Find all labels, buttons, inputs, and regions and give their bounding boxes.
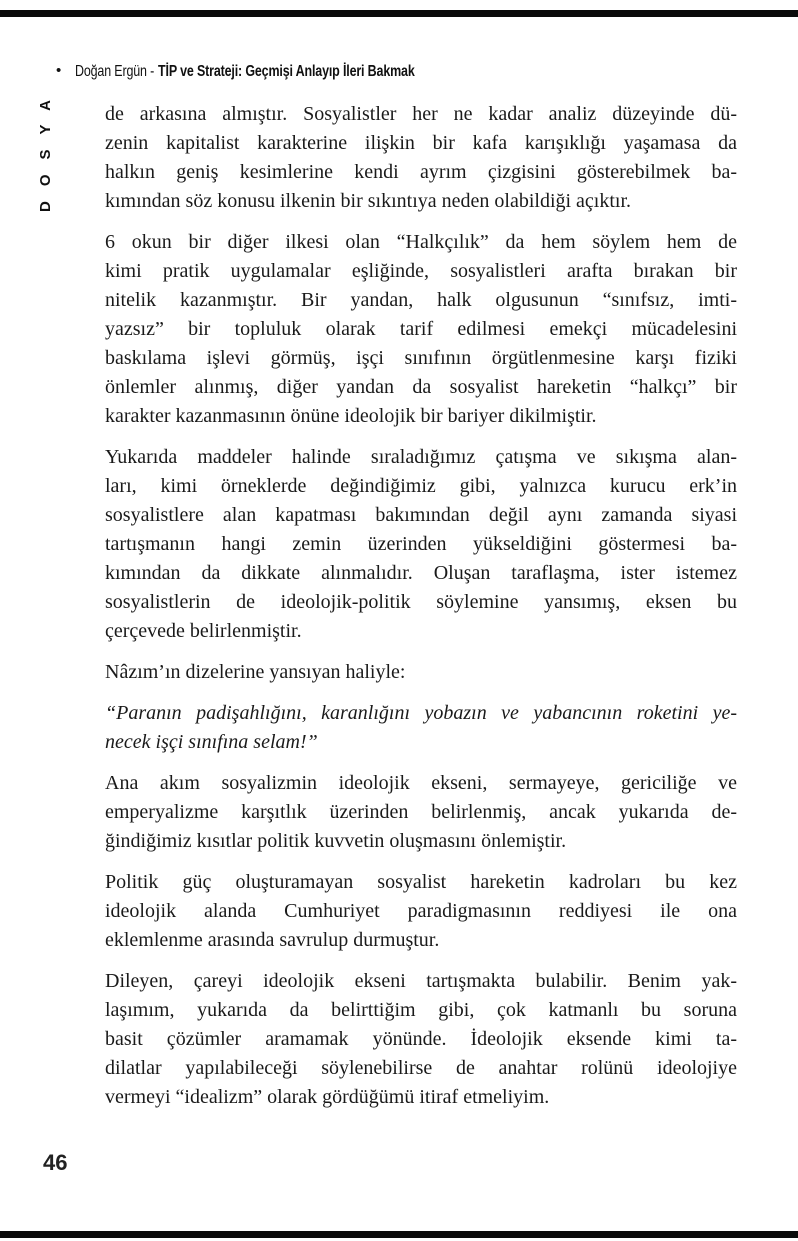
text-line: çerçevede belirlenmiştir. (105, 620, 302, 642)
text-line: kimi pratik uygulamalar eşliğinde, sosyalistleri arafta bırakan bir (105, 260, 737, 282)
section-sidebar-label-wrap (37, 85, 72, 212)
text-line: kımından da dikkate alınmalıdır. Oluşan taraflaşma, ister istemez (105, 562, 737, 584)
text-line: tartışmanın hangi zemin üzerinden yükseldiğini göstermesi ba- (105, 533, 737, 555)
text-line: Dileyen, çareyi ideolojik ekseni tartışmakta bulabilir. Benim yak- (105, 970, 737, 992)
text-line: Nâzım’ın dizelerine yansıyan haliyle: (105, 661, 406, 683)
paragraph (105, 658, 737, 687)
running-header (56, 61, 756, 82)
header-author: Doğan Ergün - (75, 63, 155, 80)
text-line: vermeyi “idealizm” olarak gördüğümü itiraf etmeliyim. (105, 1086, 550, 1108)
text-line: önlemler alınmış, diğer yandan da sosyalist hareketin “halkçı” bir (105, 376, 737, 398)
text-line: emperyalizme karşıtlık üzerinden belirlenmiş, ancak yukarıda de- (105, 801, 737, 823)
text-line: yazsız” bir topluluk olarak tarif edilmesi emekçi mücadelesini (105, 318, 737, 340)
paragraph (105, 228, 737, 431)
section-label-vertical: DOSYA (37, 85, 54, 212)
text-line: Politik güç oluşturamayan sosyalist hareketin kadroları bu kez (105, 871, 737, 893)
text-line: “Paranın padişahlığını, karanlığını yobazın ve yabancının roketini ye- (105, 702, 737, 724)
text-line: necek işçi sınıfına selam!” (105, 731, 318, 753)
header-article-title: TİP ve Strateji: Geçmişi Anlayıp İleri Bakmak (158, 63, 415, 80)
text-line: nitelik kazanmıştır. Bir yandan, halk olgusunun “sınıfsız, imti- (105, 289, 737, 311)
text-line: ğindiğimiz kısıtlar politik kuvvetin oluşmasını önlemiştir. (105, 830, 567, 852)
text-line: kımından söz konusu ilkenin bir sıkıntıya neden olabildiği açıktır. (105, 190, 632, 212)
page-number: 46 (43, 1150, 68, 1175)
bottom-edge-bar (0, 1231, 798, 1238)
paragraph (105, 967, 737, 1112)
text-line: ideolojik alanda Cumhuriyet paradigmasının reddiyesi ile ona (105, 900, 737, 922)
paragraph (105, 443, 737, 646)
text-line: dilatlar yapılabileceği söylenebilirse de anahtar rolünü ideolojiye (105, 1057, 737, 1079)
paragraph (105, 769, 737, 856)
text-line: sosyalistlerin de ideolojik-politik söylemine yansımış, eksen bu (105, 591, 737, 613)
text-line: basit çözümler aramamak yönünde. İdeolojik eksende kimi ta- (105, 1028, 737, 1050)
text-line: karakter kazanmasının önüne ideolojik bir bariyer dikilmiştir. (105, 405, 597, 427)
paragraph (105, 868, 737, 955)
text-line: Ana akım sosyalizmin ideolojik ekseni, sermayeye, gericiliğe ve (105, 772, 737, 794)
text-line: zenin kapitalist karakterine ilişkin bir kafa karışıklığı yaşamasa da (105, 132, 737, 154)
bullet-icon: • (56, 62, 62, 79)
text-line: laşımım, yukarıda da belirttiğim gibi, çok katmanlı bu soruna (105, 999, 737, 1021)
text-line: halkın geniş kesimlerine kendi ayrım çizgisini gösterebilmek ba- (105, 161, 737, 183)
top-edge-bar (0, 10, 798, 17)
text-line: baskılama işlevi görmüş, işçi sınıfının örgütlenmesine karşı fiziki (105, 347, 737, 369)
body-text (105, 100, 737, 1124)
quote-paragraph (105, 699, 737, 757)
text-line: eklemlenme arasında savrulup durmuştur. (105, 929, 440, 951)
paragraph (105, 100, 737, 216)
text-line: 6 okun bir diğer ilkesi olan “Halkçılık” da hem söylem hem de (105, 231, 737, 253)
text-line: de arkasına almıştır. Sosyalistler her ne kadar analiz düzeyinde dü- (105, 103, 737, 125)
text-line: sosyalistlere alan kapatması bakımından değil aynı zamanda siyasi (105, 504, 737, 526)
text-line: ları, kimi örneklerde değindiğimiz gibi, yalnızca kurucu erk’in (105, 475, 737, 497)
text-line: Yukarıda maddeler halinde sıraladığımız çatışma ve sıkışma alan- (105, 446, 737, 468)
